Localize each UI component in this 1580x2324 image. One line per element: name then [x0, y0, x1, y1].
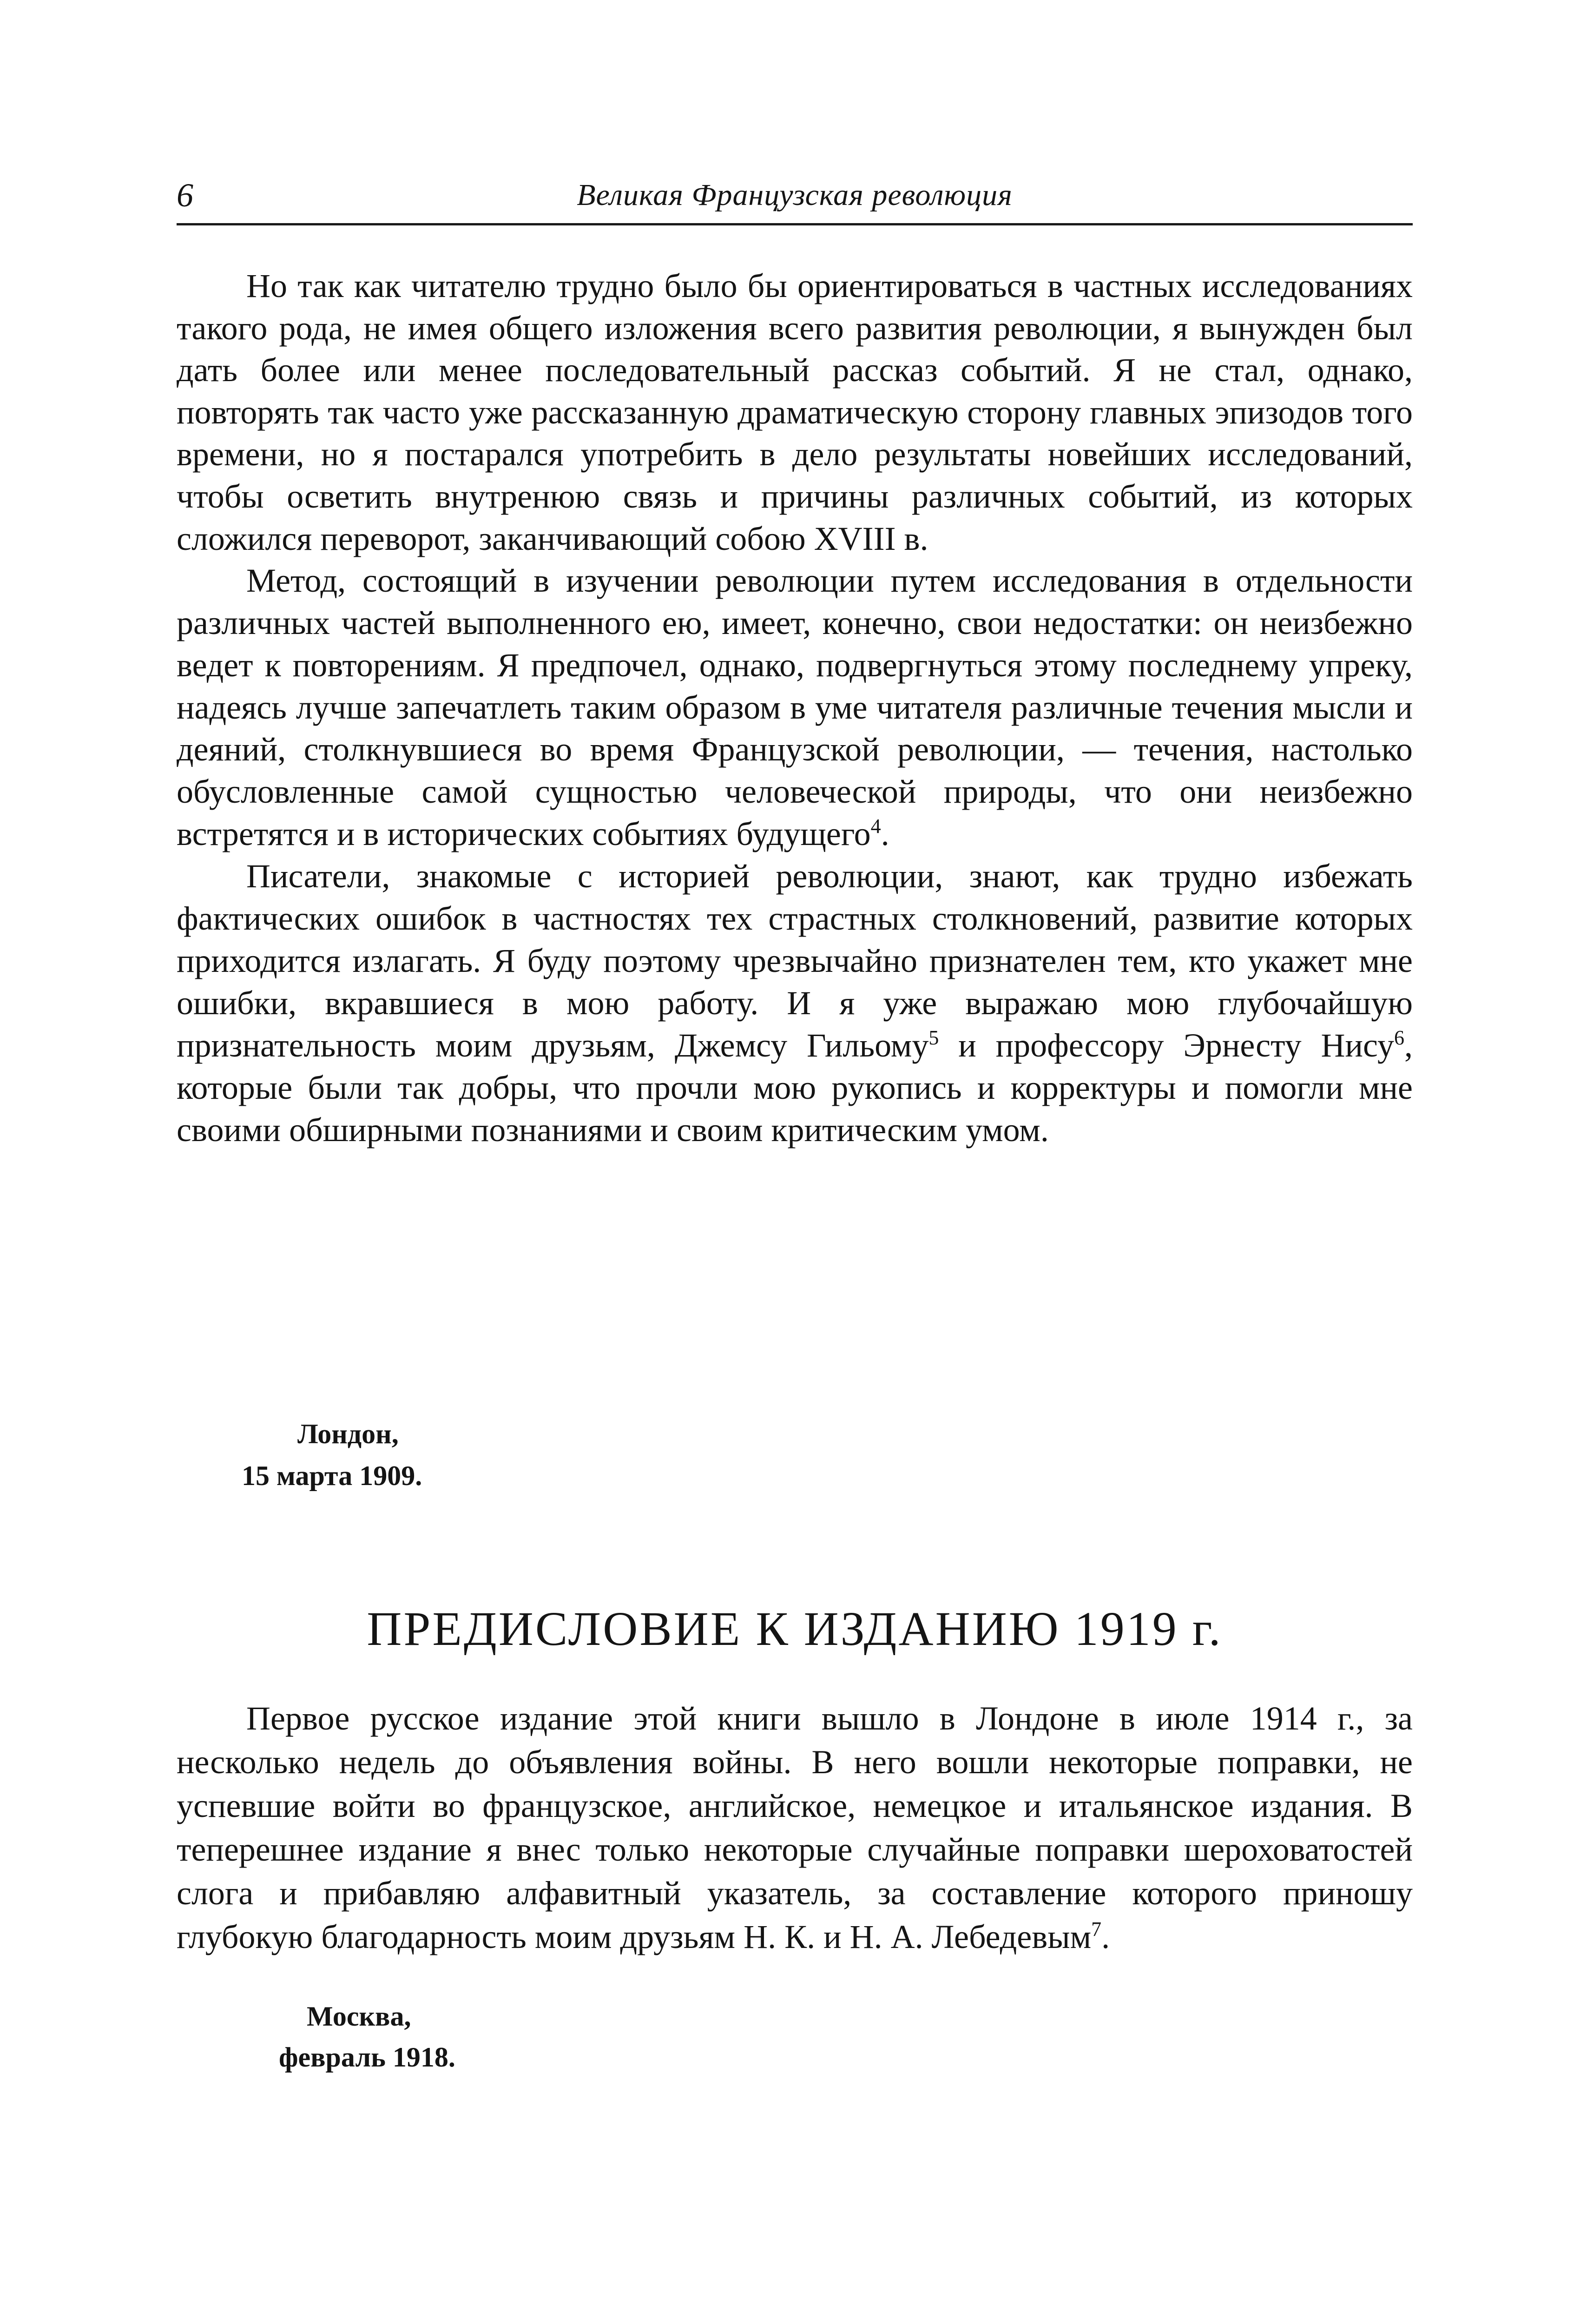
paragraph — [177, 265, 1413, 560]
footnote-marker: 4 — [870, 814, 881, 838]
paragraph-text: Писатели, знакомые с историей революции, знают, как трудно избежать фактических ошибок в частностях тех страстных столкновений, развитие которых приходится излагать. Я буду поэтому чрезвычайно признателен тем, кто укажет мне ошибки, вкравшиеся в мою работу. И я уже выражаю мою глубочайшую признательность моим друзьям, Джемсу Гильому — [177, 857, 1413, 1064]
preface-1909-text — [177, 265, 1413, 1151]
signature-date: февраль 1918. — [279, 2042, 455, 2073]
paragraph-end: . — [1101, 1918, 1110, 1955]
paragraph-text: Первое русское издание этой книги вышло в Лондоне в июле 1914 г., за несколько недель до объявления войны. В него вошли некоторые поправки, не успевшие войти во французское, английское, немецкое и итальянское издания. В теперешнее издание я внес только некоторые случайные поправки шероховатостей слога и прибавляю алфавитный указатель, за составление которого приношу глубокую благодарность моим друзьям Н. К. и Н. А. Лебедевым — [177, 1700, 1413, 1955]
running-title: Великая Французская революция — [577, 178, 1013, 212]
signature-1909 — [242, 1413, 422, 1497]
footnote-marker: 6 — [1394, 1026, 1404, 1049]
running-head — [177, 172, 1413, 225]
paragraph — [177, 1697, 1413, 1959]
paragraph — [177, 560, 1413, 855]
preface-1919-text — [177, 1697, 1413, 1959]
signature-1918 — [279, 1996, 455, 2078]
signature-date: 15 марта 1909. — [242, 1460, 422, 1491]
page-number: 6 — [177, 177, 193, 214]
paragraph-text: и профессору Эрнесту Нису — [939, 1026, 1394, 1064]
paragraph-text: Но так как читателю трудно было бы ориентироваться в частных исследованиях такого рода, не имея общего изложения всего развития революции, я вынужден был дать более или менее последовательный рассказ событий. Я не стал, однако, повторять так часто уже рассказанную драматическую сторону главных эпизодов того времени, но я постарался употребить в дело результаты новейших исследований, чтобы осветить внутренюю связь и причины различных событий, из которых сложился переворот, заканчивающий собою XVIII в. — [177, 267, 1413, 557]
footnote-marker: 7 — [1091, 1918, 1102, 1941]
paragraph-text: , которые были так добры, что прочли мою рукопись и корректуры и помогли мне своими обширными познаниями и своим критическим умом. — [177, 1026, 1413, 1149]
paragraph-end: . — [881, 815, 889, 852]
section-heading: ПРЕДИСЛОВИЕ К ИЗДАНИЮ 1919 г. — [367, 1602, 1223, 1656]
paragraph-text: Метод, состоящий в изучении революции путем исследования в отдельности различных частей выполненного ею, имеет, конечно, свои недостатки: он неизбежно ведет к повторениям. Я предпочел, однако, подвергнуться этому последнему упреку, надеясь лучше запечатлеть таким образом в уме читателя различные течения мысли и деяний, столкнувшиеся во время Французской революции, — течения, настолько обусловленные самой сущностью человеческой природы, что они неизбежно встретятся и в исторических событиях будущего — [177, 562, 1413, 852]
footnote-marker: 5 — [928, 1026, 939, 1049]
signature-place: Лондон, — [297, 1419, 399, 1449]
paragraph — [177, 855, 1413, 1151]
signature-place: Москва, — [307, 2001, 411, 2032]
